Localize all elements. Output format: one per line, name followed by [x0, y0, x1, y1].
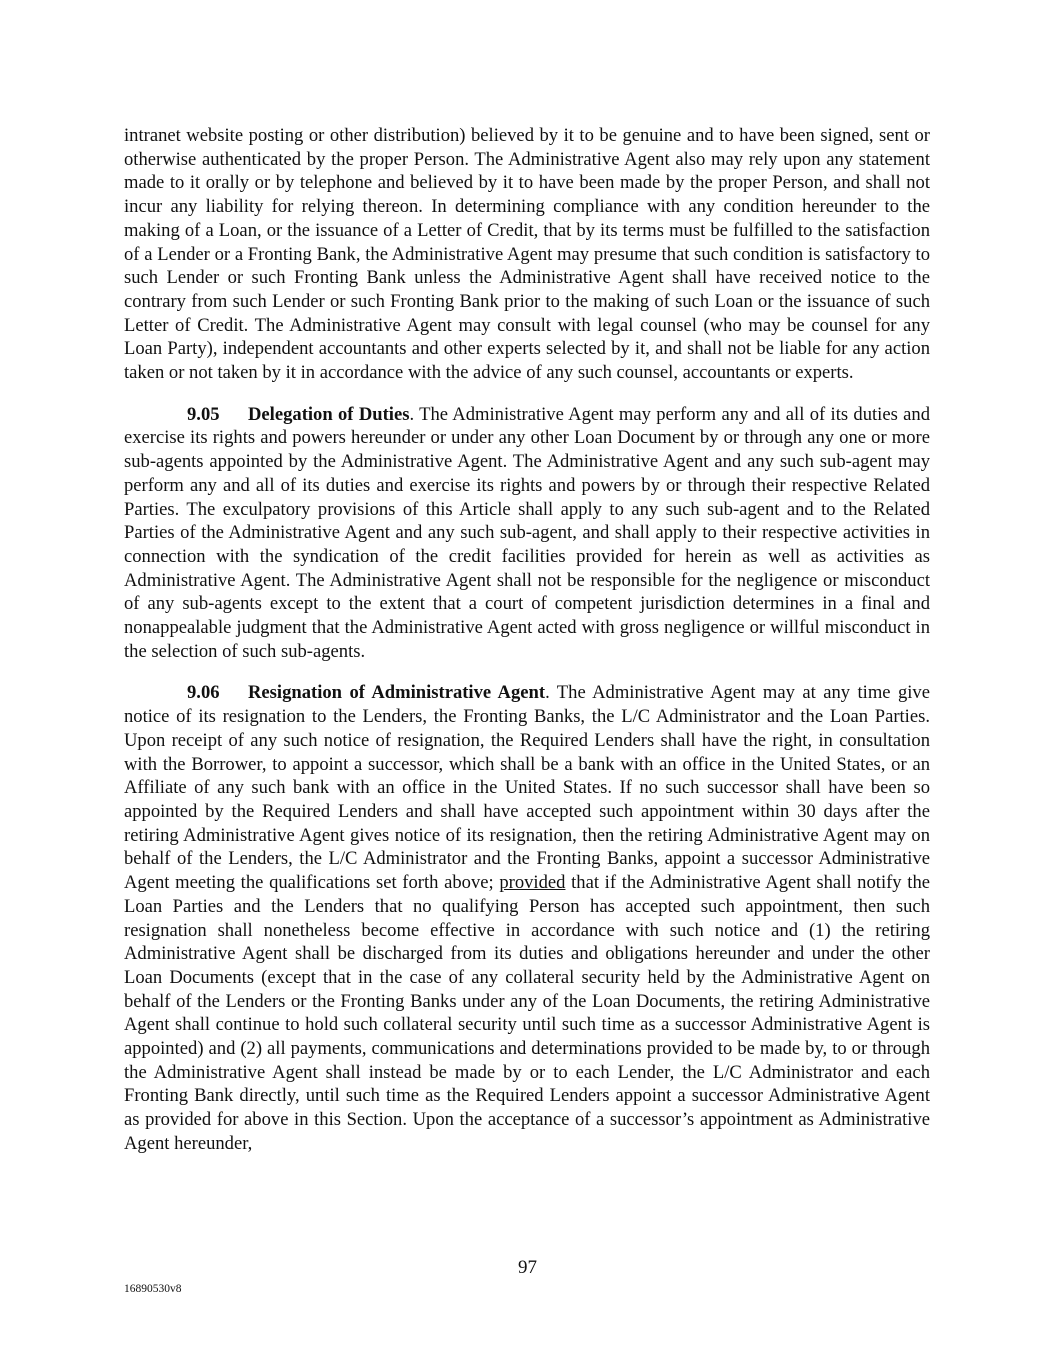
document-id: 16890530v8: [124, 1283, 182, 1295]
document-body: [124, 124, 930, 1156]
page-number: 97: [518, 1257, 537, 1278]
heading-period: .: [545, 682, 550, 704]
heading-period: .: [409, 403, 415, 425]
underlined-term: provided: [499, 872, 566, 894]
section-text-part-2: that if the Administrative Agent shall notify the Loan Parties and the Lenders that no qualifying Person has accepted such appointment, then such resignation shall nonetheless become effective in accordance with such notice and (1) the retiring Administrative Agent shall be discharged from its duties and obligations hereunder and under the other Loan Documents (except that in the case of any collateral security held by the Administrative Agent on behalf of the Lenders or the Fronting Banks under any of the Loan Documents, the retiring Administrative Agent shall continue to hold such collateral security until such time as a successor Administrative Agent is appointed) and (2) all payments, communications and determinations provided to be made by, to or through the Administrative Agent shall instead be made by or to each Lender, the L/C Administrator and each Fronting Bank directly, until such time as the Required Lenders appoint a successor Administrative Agent as provided for above in this Section. Upon the acceptance of a successor’s appointment as Administrative Agent hereunder,: [124, 872, 930, 1154]
section-heading: Resignation of Administrative Agent: [248, 682, 546, 704]
section-9-06: [124, 681, 930, 1155]
section-9-05: [124, 403, 930, 664]
section-heading: Delegation of Duties: [248, 403, 410, 425]
section-text-part-1: The Administrative Agent may at any time give notice of its resignation to the Lenders, the Fronting Banks, the L/C Administrator and the Loan Parties. Upon receipt of any such notice of resignation, the Required Lenders shall have the right, in consultation with the Borrower, to appoint a successor, which shall be a bank with an office in the United States, or an Affiliate of any such bank with an office in the United States. If no such successor shall have been so appointed by the Required Lenders and shall have accepted such appointment within 30 days after the retiring Administrative Agent gives notice of its resignation, then the retiring Administrative Agent may on behalf of the Lenders, the L/C Administrator and the Fronting Banks, appoint a successor Administrative Agent meeting the qualifications set forth above;: [124, 682, 930, 894]
section-text: The Administrative Agent may perform any and all of its duties and exercise its rights and powers hereunder or under any other Loan Document by or through any one or more sub-agents appointed by the Administrative Agent. The Administrative Agent and any such sub-agent may perform any and all of its duties and exercise its rights and powers by or through their respective Related Parties. The exculpatory provisions of this Article shall apply to any such sub-agent and to the Related Parties of the Administrative Agent and any such sub-agent, and shall apply to their respective activities in connection with the syndication of the credit facilities provided for herein as well as activities as Administrative Agent. The Administrative Agent shall not be responsible for the negligence or misconduct of any sub-agents except to the extent that a court of competent jurisdiction determines in a final and nonappealable judgment that the Administrative Agent acted with gross negligence or willful misconduct in the selection of such sub-agents.: [124, 403, 931, 662]
section-number: 9.06: [187, 682, 220, 704]
section-number: 9.05: [187, 403, 220, 425]
paragraph-continuation: intranet website posting or other distribution) believed by it to be genuine and to have been signed, sent or otherwise authenticated by the proper Person. The Administrative Agent also may rely upon any statement made to it orally or by telephone and believed by it to have been made by the proper Person, and shall not incur any liability for relying thereon. In determining compliance with any condition hereunder to the making of a Loan, or the issuance of a Letter of Credit, that by its terms must be fulfilled to the satisfaction of a Lender or a Fronting Bank, the Administrative Agent may presume that such condition is satisfactory to such Lender or such Fronting Bank unless the Administrative Agent shall have received notice to the contrary from such Lender or such Fronting Bank prior to the making of such Loan or the issuance of such Letter of Credit. The Administrative Agent may consult with legal counsel (who may be counsel for any Loan Party), independent accountants and other experts selected by it, and shall not be liable for any action taken or not taken by it in accordance with the advice of any such counsel, accountants or experts.: [124, 125, 930, 384]
